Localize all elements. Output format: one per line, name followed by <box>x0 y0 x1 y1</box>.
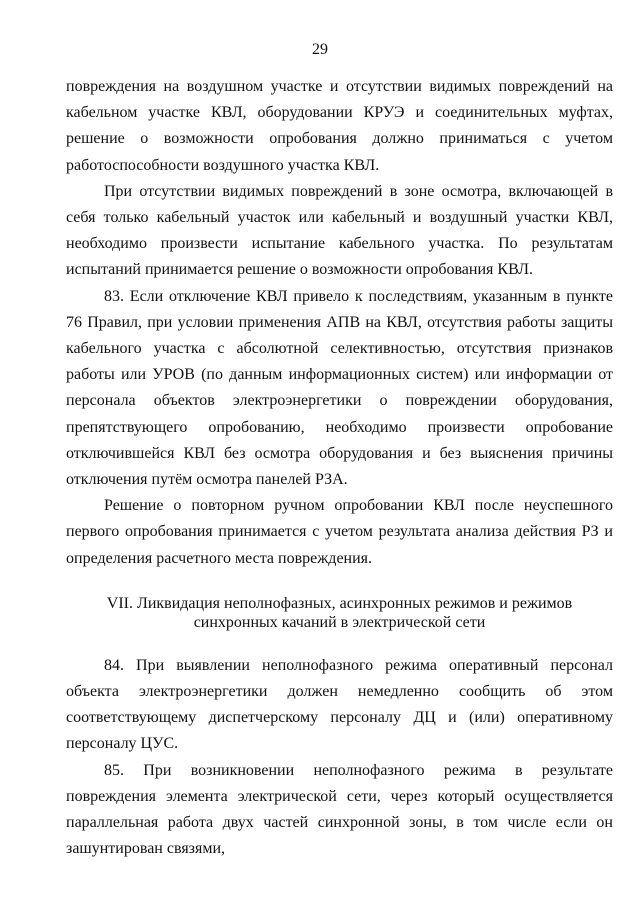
section-heading-line-1: VII. Ликвидация неполнофазных, асинхронных режимов и режимов <box>106 594 573 612</box>
section-heading-vii <box>66 594 613 632</box>
paragraph-continuation: повреждения на воздушном участке и отсутствии видимых повреждений на кабельном участке КВЛ, оборудовании КРУЭ и соединительных муфтах, решение о возможности опробования должно приниматься с учетом работоспособности воздушного участка КВЛ. <box>66 78 613 174</box>
paragraph-84: 84. При выявлении неполнофазного режима оперативный персонал объекта электроэнергетики должен немедленно сообщить об этом соответствующему диспетчерскому персоналу ДЦ и (или) оперативному персоналу ЦУС. <box>66 656 613 753</box>
document-body <box>66 74 613 862</box>
paragraph-85: 85. При возникновении неполнофазного режима в результате повреждения элемента электрической сети, через который осуществляется параллельная работа двух частей синхронной зоны, в том числе если он зашунтирован связями, <box>66 761 613 858</box>
paragraph-repeat-testing: Решение о повторном ручном опробовании КВЛ после неуспешного первого опробования принимается с учетом результата анализа действия РЗ и определения расчетного места повреждения. <box>66 497 613 567</box>
paragraph-cable-inspection: При отсутствии видимых повреждений в зоне осмотра, включающей в себя только кабельный участок или кабельный и воздушный участки КВЛ, необходимо произвести испытание кабельного участка. По результатам испытаний принимается решение о возможности опробования КВЛ. <box>66 182 613 279</box>
section-heading-line-2: синхронных качаний в электрической сети <box>193 613 486 631</box>
page-number: 29 <box>312 41 328 58</box>
paragraph-83: 83. Если отключение КВЛ привело к последствиям, указанным в пункте 76 Правил, при условии применения АПВ на КВЛ, отсутствия работы защиты кабельного участка с абсолютной селективностью, отсутствия признаков работы или УРОВ (по данным информационных систем) или информации от персонала объектов электроэнергетики о повреждении оборудования, препятствующего опробованию, необходимо произвести опробование отключившейся КВЛ без осмотра оборудования и без выяснения причины отключения путём осмотра панелей РЗА. <box>66 287 613 489</box>
